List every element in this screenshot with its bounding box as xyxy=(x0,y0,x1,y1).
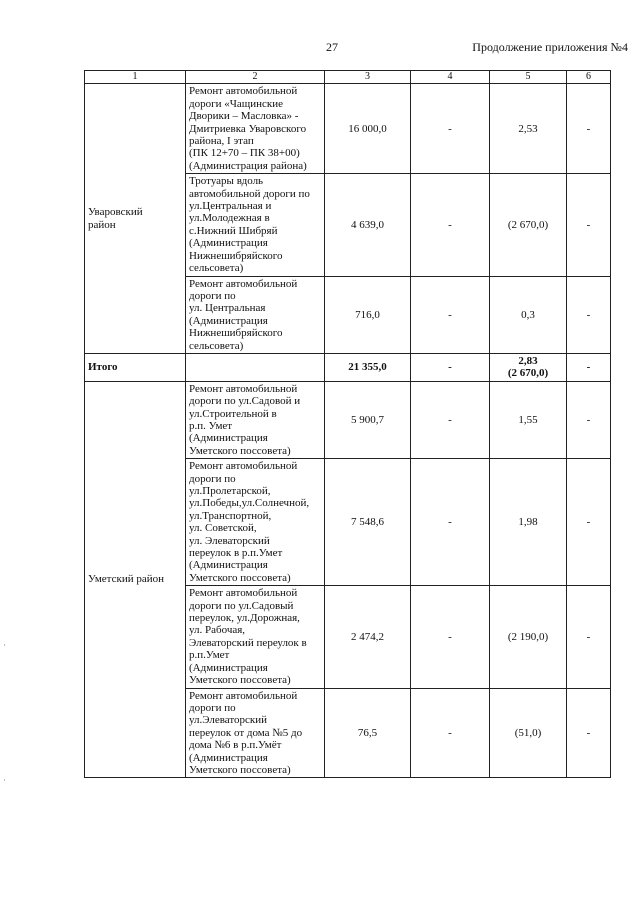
value-cell: - xyxy=(567,586,611,688)
description-cell: Ремонт автомобильной дороги по ул.Садовой и ул.Строительной в р.п. Умет (Администрация Уметского поссовета) xyxy=(186,381,325,458)
district-cell: Уваровский район xyxy=(85,84,186,354)
value-cell: 0,3 xyxy=(490,276,567,353)
amount-cell: 76,5 xyxy=(325,688,411,778)
column-number: 1 xyxy=(85,71,186,84)
page-number: 27 xyxy=(326,40,338,54)
description-cell: Тротуары вдоль автомобильной дороги по ул.Центральная и ул.Молодежная в с.Нижний Шибряй (Администрация Нижнешибряйского сельсовета) xyxy=(186,174,325,276)
value-cell: (2 670,0) xyxy=(490,174,567,276)
description-cell: Ремонт автомобильной дороги по ул.Пролетарской, ул.Победы,ул.Солнечной, ул.Транспортной, ул. Советской, ул. Элеваторский переулок в р.п.Умет (Администрация Уметского поссовета) xyxy=(186,459,325,586)
amount-cell: 2 474,2 xyxy=(325,586,411,688)
amount-cell: 4 639,0 xyxy=(325,174,411,276)
column-number: 3 xyxy=(325,71,411,84)
value-cell: - xyxy=(567,353,611,381)
column-number: 2 xyxy=(186,71,325,84)
column-number-row xyxy=(85,71,611,84)
value-cell: - xyxy=(567,381,611,458)
value-cell: 2,53 xyxy=(490,84,567,174)
value-cell: - xyxy=(567,276,611,353)
value-cell: - xyxy=(411,353,490,381)
value-cell: - xyxy=(567,688,611,778)
value-cell: (2 190,0) xyxy=(490,586,567,688)
continuation-note: Продолжение приложения №4 xyxy=(472,40,628,54)
total-label: Итого xyxy=(85,353,186,381)
appendix-table xyxy=(84,70,611,778)
description-cell: Ремонт автомобильной дороги по ул. Центральная (Администрация Нижнешибряйского сельсовета) xyxy=(186,276,325,353)
column-number: 5 xyxy=(490,71,567,84)
value-cell: - xyxy=(411,276,490,353)
table-row xyxy=(85,381,611,458)
value-cell: - xyxy=(411,84,490,174)
value-cell: - xyxy=(567,459,611,586)
value-cell: - xyxy=(411,174,490,276)
total-amount: 21 355,0 xyxy=(325,353,411,381)
value-cell: - xyxy=(411,688,490,778)
value-cell: - xyxy=(411,381,490,458)
value-cell: - xyxy=(411,586,490,688)
amount-cell: 716,0 xyxy=(325,276,411,353)
column-number: 4 xyxy=(411,71,490,84)
scan-margin-mark: · xyxy=(3,640,6,650)
amount-cell: 5 900,7 xyxy=(325,381,411,458)
value-cell: 2,83 (2 670,0) xyxy=(490,353,567,381)
value-cell: 1,55 xyxy=(490,381,567,458)
amount-cell: 7 548,6 xyxy=(325,459,411,586)
district-cell: Уметский район xyxy=(85,381,186,778)
description-cell: Ремонт автомобильной дороги по ул.Садовый переулок, ул.Дорожная, ул. Рабочая, Элеваторский переулок в р.п.Умет (Администрация Уметского поссовета) xyxy=(186,586,325,688)
value-cell: - xyxy=(567,84,611,174)
table-row xyxy=(85,84,611,174)
description-cell: Ремонт автомобильной дороги «Чащинские Дворики – Масловка» - Дмитриевка Уваровского района, I этап (ПК 12+70 – ПК 38+00) (Администрация района) xyxy=(186,84,325,174)
column-number: 6 xyxy=(567,71,611,84)
value-cell: (51,0) xyxy=(490,688,567,778)
total-row xyxy=(85,353,611,381)
description-cell: Ремонт автомобильной дороги по ул.Элеваторский переулок от дома №5 до дома №6 в р.п.Умёт (Администрация Уметского поссовета) xyxy=(186,688,325,778)
description-cell xyxy=(186,353,325,381)
value-cell: 1,98 xyxy=(490,459,567,586)
value-cell: - xyxy=(567,174,611,276)
scan-margin-mark: · xyxy=(3,775,6,785)
value-cell: - xyxy=(411,459,490,586)
amount-cell: 16 000,0 xyxy=(325,84,411,174)
